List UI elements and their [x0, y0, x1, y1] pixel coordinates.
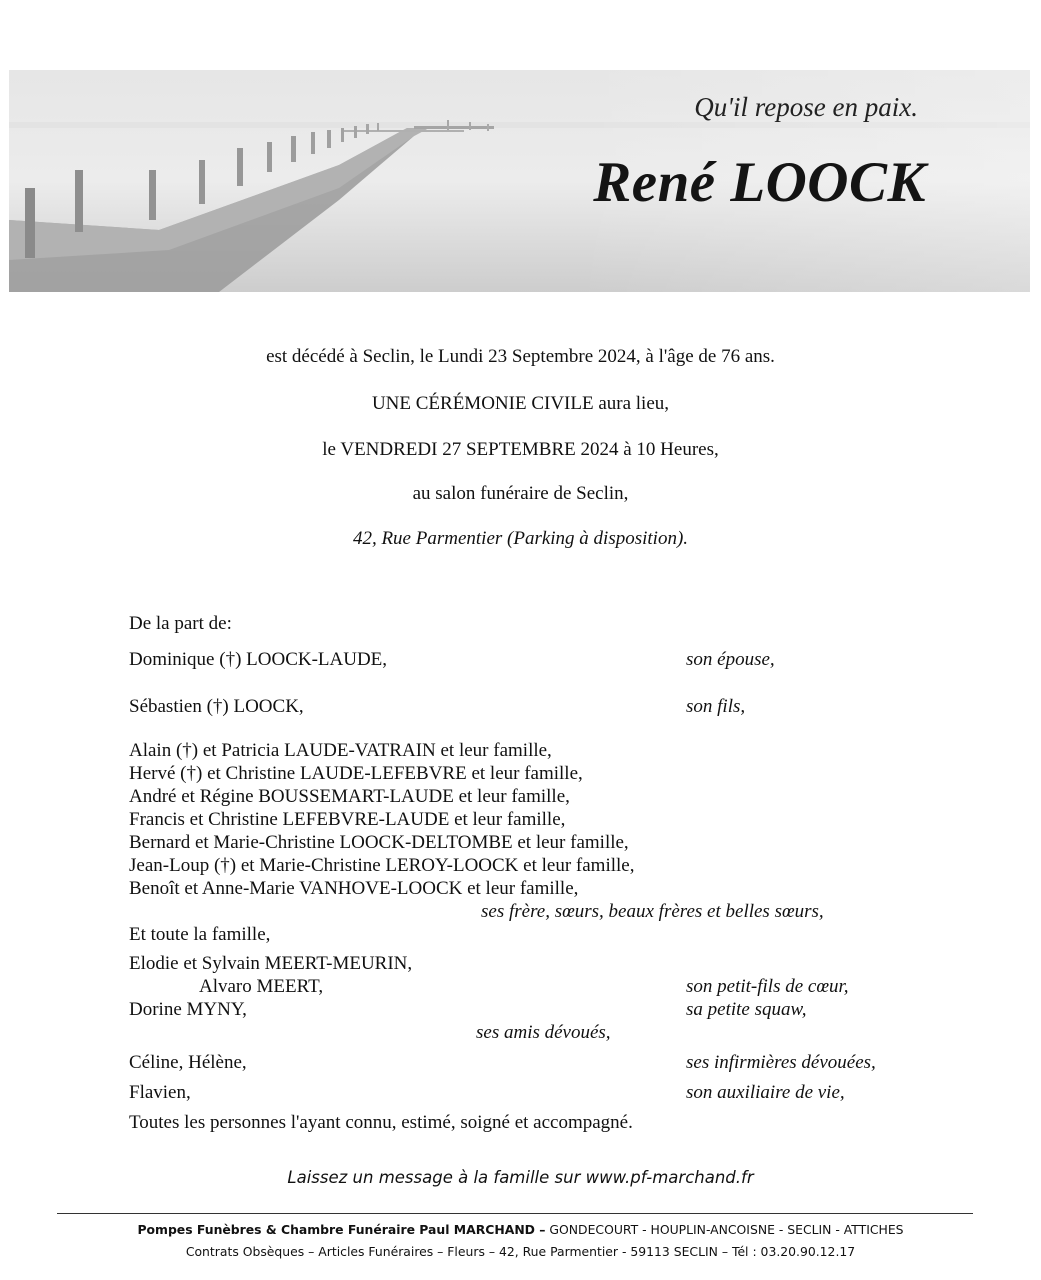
- aide-name: Flavien,: [129, 1082, 191, 1103]
- friend-role: son petit-fils de cœur,: [686, 976, 849, 997]
- footer-company-line: [0, 1222, 1041, 1237]
- sibling-line: André et Régine BOUSSEMART-LAUDE et leur famille,: [129, 786, 570, 807]
- sibling-line: Hervé (†) et Christine LAUDE-LEFEBVRE et leur famille,: [129, 763, 583, 784]
- friend-line: Alvaro MEERT,: [199, 976, 324, 997]
- aide-role: son auxiliaire de vie,: [686, 1082, 845, 1103]
- son-name: Sébastien (†) LOOCK,: [129, 696, 304, 717]
- sibling-line: Benoît et Anne-Marie VANHOVE-LOOCK et leur famille,: [129, 878, 579, 899]
- website-message: Laissez un message à la famille sur www.pf-marchand.fr: [287, 1168, 754, 1187]
- ceremony-type: UNE CÉRÉMONIE CIVILE aura lieu,: [371, 393, 670, 414]
- sibling-line: Bernard et Marie-Christine LOOCK-DELTOMBE et leur famille,: [129, 832, 629, 853]
- header-banner: [9, 70, 1030, 292]
- son-role: son fils,: [686, 696, 746, 717]
- family-intro: De la part de:: [129, 613, 232, 634]
- nurses-name: Céline, Hélène,: [129, 1052, 247, 1073]
- friend-role: sa petite squaw,: [686, 999, 807, 1020]
- epitaph: Qu'il repose en paix.: [694, 92, 918, 122]
- company-name: Pompes Funèbres & Chambre Funéraire Paul MARCHAND –: [137, 1222, 546, 1237]
- spouse-name: Dominique (†) LOOCK-LAUDE,: [129, 649, 388, 670]
- footer-services-line: Contrats Obsèques – Articles Funéraires – Fleurs – 42, Rue Parmentier - 59113 SECLIN – Tél : 03.20.90.12.17: [185, 1244, 856, 1259]
- friend-line: Dorine MYNY,: [129, 999, 247, 1020]
- ceremony-address: 42, Rue Parmentier (Parking à disposition).: [352, 528, 689, 549]
- death-notice: est décédé à Seclin, le Lundi 23 Septembre 2024, à l'âge de 76 ans.: [266, 346, 775, 367]
- nurses-role: ses infirmières dévouées,: [686, 1052, 876, 1073]
- footer-divider: [57, 1213, 973, 1214]
- deceased-name: René LOOCK: [593, 151, 926, 214]
- friend-line: Elodie et Sylvain MEERT-MEURIN,: [129, 953, 413, 974]
- siblings-role: ses frère, sœurs, beaux frères et belles sœurs,: [481, 901, 824, 922]
- spouse-role: son épouse,: [686, 649, 775, 670]
- ceremony-date: le VENDREDI 27 SEPTEMBRE 2024 à 10 Heures,: [322, 439, 719, 460]
- closing-line: Toutes les personnes l'ayant connu, estimé, soigné et accompagné.: [129, 1112, 633, 1133]
- company-towns: GONDECOURT - HOUPLIN-ANCOISNE - SECLIN - ATTICHES: [545, 1222, 904, 1237]
- sibling-line: Francis et Christine LEFEBVRE-LAUDE et leur famille,: [129, 809, 566, 830]
- whole-family: Et toute la famille,: [129, 924, 271, 945]
- friends-role: ses amis dévoués,: [476, 1022, 611, 1043]
- sibling-line: Alain (†) et Patricia LAUDE-VATRAIN et leur famille,: [129, 740, 552, 761]
- sibling-line: Jean-Loup (†) et Marie-Christine LEROY-LOOCK et leur famille,: [129, 855, 635, 876]
- ceremony-place: au salon funéraire de Seclin,: [412, 483, 629, 504]
